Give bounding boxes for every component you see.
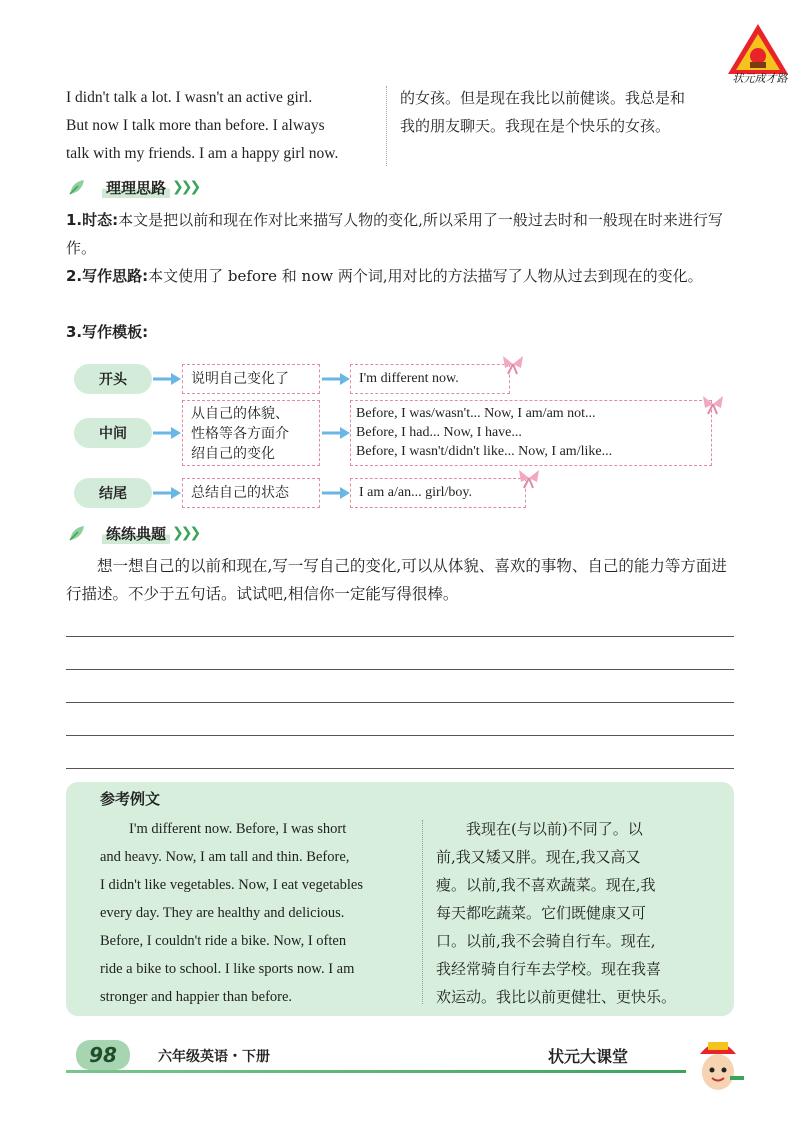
writing-line[interactable] — [66, 636, 734, 637]
text-line: But now I talk more than before. I always — [66, 117, 325, 134]
point-writing-template: 3.写作模板: — [66, 323, 149, 341]
leaf-icon — [66, 176, 88, 198]
writing-line[interactable] — [66, 669, 734, 670]
brand-logo-text: 状元成才路 — [732, 72, 788, 85]
column-divider — [386, 86, 387, 166]
arrow-right-icon — [153, 425, 181, 441]
point-tense: 1.时态:本文是把以前和现在作对比来描写人物的变化,所以采用了一般过去时和一般现在时来进行写作。 — [66, 211, 723, 257]
template-desc-middle: 从自己的体貌、 性格等各方面介 绍自己的变化 — [182, 400, 320, 466]
arrow-right-icon — [322, 425, 350, 441]
text-line: talk with my friends. I am a happy girl now. — [66, 145, 339, 162]
page-number: 98 — [76, 1040, 130, 1070]
text-line: 我的朋友聊天。我现在是个快乐的女孩。 — [400, 117, 671, 135]
template-label-middle: 中间 — [74, 418, 152, 448]
bow-icon — [500, 352, 526, 376]
mascot-icon — [690, 1032, 746, 1094]
template-desc-opening: 说明自己变化了 — [182, 364, 320, 394]
template-examples-middle: Before, I was/wasn't... Now, I am/am not... Before, I had... Now, I have... Before, I wasn't/didn't like... Now, I am/like... — [350, 400, 712, 466]
writing-line[interactable] — [66, 702, 734, 703]
footer-book-title: 六年级英语・下册 — [158, 1049, 270, 1065]
chevron-right-icon: ❯❯❯ — [172, 525, 199, 541]
arrow-right-icon — [153, 485, 181, 501]
template-example-opening: I'm different now. — [350, 364, 510, 394]
arrow-right-icon — [153, 371, 181, 387]
text-line: 的女孩。但是现在我比以前健谈。我总是和 — [400, 89, 686, 107]
reference-english-text: I'm different now. Before, I was short and heavy. Now, I am tall and thin. Before, I didn't like vegetables. Now, I eat vegetables every day. They are healthy and delicious. Before, I couldn't ride a bike. Now, I often ride a bike to school. I like sports now. I am stronger and happier than before. — [100, 821, 363, 1005]
leaf-icon — [66, 522, 88, 544]
section-title: 练练典题 — [102, 523, 170, 544]
text-line: I didn't talk a lot. I wasn't an active girl. — [66, 89, 313, 106]
template-example-ending: I am a/an... girl/boy. — [350, 478, 526, 508]
footer-brand: 状元大课堂 — [548, 1047, 629, 1066]
point-writing-idea: 2.写作思路:本文使用了 before 和 now 两个词,用对比的方法描写了人物从过去到现在的变化。 — [66, 267, 703, 285]
top-english-passage — [66, 84, 376, 168]
writing-line[interactable] — [66, 735, 734, 736]
section-header-outline — [66, 174, 198, 200]
arrow-right-icon — [322, 371, 350, 387]
column-divider — [422, 820, 423, 1004]
writing-line[interactable] — [66, 768, 734, 769]
bow-icon — [700, 392, 726, 416]
section-title: 理理思路 — [102, 177, 170, 198]
footer-divider — [66, 1070, 686, 1073]
chevron-right-icon: ❯❯❯ — [172, 179, 199, 195]
template-label-opening: 开头 — [74, 364, 152, 394]
reference-title: 参考例文 — [100, 790, 161, 808]
template-label-ending: 结尾 — [74, 478, 152, 508]
practice-prompt: 想一想自己的以前和现在,写一写自己的变化,可以从体貌、喜欢的事物、自己的能力等方面进行描述。不少于五句话。试试吧,相信你一定能写得很棒。 — [66, 557, 727, 603]
top-chinese-translation — [400, 84, 740, 140]
template-desc-ending: 总结自己的状态 — [182, 478, 320, 508]
bow-icon — [516, 466, 542, 490]
reference-chinese-text: 我现在(与以前)不同了。以 前,我又矮又胖。现在,我又高又 瘦。以前,我不喜欢蔬菜。现在,我 每天都吃蔬菜。它们既健康又可 口。以前,我不会骑自行车。现在, 我经常骑自行车去学校。现在我喜 欢运动。我比以前更健壮、更快乐。 — [436, 820, 677, 1006]
section-header-practice — [66, 520, 198, 546]
arrow-right-icon — [322, 485, 350, 501]
